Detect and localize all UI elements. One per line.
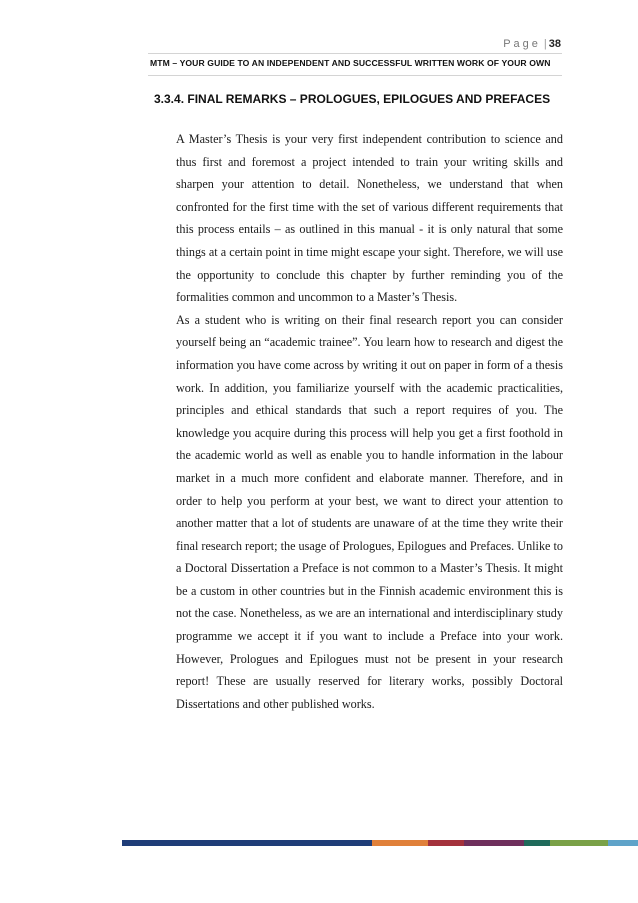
footer-bar-segment xyxy=(608,840,638,846)
footer-bar-segment xyxy=(524,840,550,846)
page-number-value: 38 xyxy=(548,38,561,50)
paragraph: A Master’s Thesis is your very first independent contribution to science and thus first and foremost a project intended to train your writing skills and sharpen your attention to detail. Nonetheless, we understand that when confronted for the first time with the set of various different requirements that this process entails – as outlined in this manual - it is only natural that some things at a certain point in time might escape your sight. Therefore, we will use the opportunity to conclude this chapter by further reminding you of the formalities common and uncommon to a Master’s Thesis. xyxy=(176,132,563,305)
page-label: Page xyxy=(503,38,541,50)
footer-color-bar xyxy=(122,840,638,846)
footer-bar-segment xyxy=(428,840,464,846)
page-number xyxy=(503,38,561,50)
footer-bar-segment xyxy=(122,840,372,846)
header-rule-bottom xyxy=(148,75,562,76)
footer-bar-segment xyxy=(550,840,608,846)
header-rule-top xyxy=(148,53,562,54)
section-heading: 3.3.4. FINAL REMARKS – PROLOGUES, EPILOGUES AND PREFACES xyxy=(154,92,551,106)
page-separator: | xyxy=(543,38,547,50)
footer-bar-segment xyxy=(372,840,428,846)
body-text xyxy=(176,128,563,715)
running-header: MTM – YOUR GUIDE TO AN INDEPENDENT AND SUCCESSFUL WRITTEN WORK OF YOUR OWN xyxy=(150,58,551,68)
footer-bar-segment xyxy=(464,840,524,846)
paragraph: As a student who is writing on their final research report you can consider yourself being an “academic trainee”. You learn how to research and digest the information you have come across by writing it out on paper in form of a thesis work. In addition, you familiarize yourself with the academic practicalities, principles and ethical standards that such a report requires of you. The knowledge you acquire during this process will help you get a first foothold in the academic world as well as enable you to handle information in the labour market in a much more confident and elaborate manner. Therefore, and in order to help you perform at your best, we want to direct your attention to another matter that a lot of students are unaware of at the time they write their final research report; the usage of Prologues, Epilogues and Prefaces. Unlike to a Doctoral Dissertation a Preface is not common to a Master’s Thesis. It might be a custom in other countries but in the Finnish academic environment this is not the case. Nonetheless, as we are an international and interdisciplinary study programme we accept it if you want to include a Preface into your work. However, Prologues and Epilogues must not be present in your research report! These are usually reserved for literary works, possibly Doctoral Dissertations and other published works. xyxy=(176,312,563,711)
